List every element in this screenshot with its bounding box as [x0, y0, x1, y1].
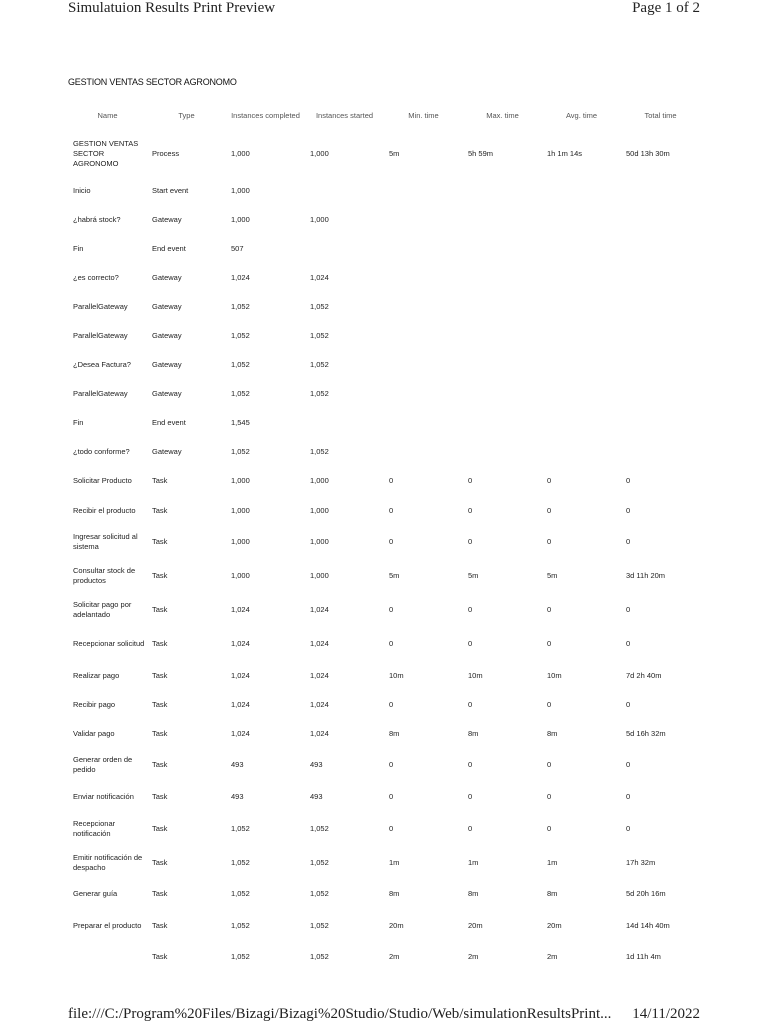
table-row	[68, 467, 700, 496]
table-cell: 1,052	[231, 331, 250, 341]
table-cell	[621, 438, 700, 467]
table-cell: Realizar pago	[73, 670, 120, 680]
table-cell	[542, 380, 621, 409]
table-cell	[384, 380, 463, 409]
table-cell: ¿todo conforme?	[73, 447, 130, 457]
table-cell: 0	[468, 699, 473, 709]
table-cell: 0	[626, 823, 631, 833]
table-cell: 1,000	[231, 214, 250, 224]
table-cell	[542, 321, 621, 350]
table-cell: 1,052	[231, 889, 250, 899]
table-cell: Fin	[73, 418, 84, 428]
table-cell: 20m	[389, 920, 404, 930]
table-cell: 0	[389, 791, 394, 801]
table-cell: Task	[152, 605, 168, 615]
table-cell: 0	[547, 639, 552, 649]
column-header: Instances started	[315, 110, 374, 120]
table-cell: Task	[152, 639, 168, 649]
column-header: Total time	[644, 110, 677, 120]
table-cell	[621, 176, 700, 205]
table-cell: 1,024	[310, 699, 329, 709]
table-cell: 1m	[468, 857, 479, 867]
table-cell	[68, 943, 147, 972]
table-cell: Recibir pago	[73, 699, 116, 709]
table-cell: ¿es correcto?	[73, 272, 119, 282]
table-cell	[463, 292, 542, 321]
table-cell: 1,024	[310, 605, 329, 615]
section-title: GESTION VENTAS SECTOR AGRONOMO	[68, 77, 237, 87]
table-row	[68, 812, 700, 846]
table-cell	[621, 351, 700, 380]
table-cell: 5m	[389, 571, 400, 581]
table-cell: Gateway	[152, 447, 182, 457]
table-cell: Task	[152, 823, 168, 833]
file-path: file:///C:/Program%20Files/Bizagi/Bizagi%20Studio/Studio/Web/simulationResultsPrint...	[68, 1006, 612, 1022]
table-cell: 0	[626, 791, 631, 801]
table-cell: Fin	[73, 243, 84, 253]
table-cell: 1,000	[310, 214, 329, 224]
table-cell	[384, 176, 463, 205]
table-cell	[621, 205, 700, 234]
table-cell: 1,052	[231, 360, 250, 370]
table-cell	[463, 380, 542, 409]
column-header: Type	[178, 110, 195, 120]
table-cell: 1,024	[231, 699, 250, 709]
table-cell: 1,052	[310, 920, 329, 930]
table-cell	[384, 351, 463, 380]
table-cell: 493	[310, 760, 323, 770]
table-cell: 1,024	[310, 670, 329, 680]
table-cell: 0	[468, 760, 473, 770]
table-cell: 7d 2h 40m	[626, 670, 662, 680]
table-cell: Task	[152, 952, 168, 962]
table-cell	[542, 409, 621, 438]
table-cell	[621, 409, 700, 438]
table-cell: 1,024	[231, 639, 250, 649]
table-cell: Preparar el producto	[73, 920, 142, 930]
table-cell: ParallelGateway	[73, 389, 128, 399]
table-cell: 0	[389, 699, 394, 709]
table-cell: Emitir notificación de despacho	[73, 852, 143, 872]
table-cell: 1,052	[310, 952, 329, 962]
table-cell: Gateway	[152, 331, 182, 341]
table-cell: 1,052	[231, 952, 250, 962]
table-cell: 1m	[389, 857, 400, 867]
table-row	[68, 909, 700, 943]
table-cell: 0	[468, 605, 473, 615]
table-cell: 1,000	[310, 537, 329, 547]
table-cell	[384, 438, 463, 467]
table-cell: 10m	[389, 670, 404, 680]
table-cell: 1,052	[231, 920, 250, 930]
table-cell: 493	[310, 791, 323, 801]
table-cell: Task	[152, 505, 168, 515]
table-row	[68, 880, 700, 909]
table-cell: 0	[626, 476, 631, 486]
table-row	[68, 593, 700, 627]
table-cell	[305, 409, 384, 438]
table-cell: 2m	[389, 952, 400, 962]
column-header: Avg. time	[565, 110, 598, 120]
table-cell: 10m	[547, 670, 562, 680]
print-date: 14/11/2022	[632, 1006, 700, 1022]
table-cell: 0	[547, 823, 552, 833]
table-cell: 1,052	[310, 360, 329, 370]
table-cell	[384, 321, 463, 350]
table-row	[68, 263, 700, 292]
table-cell: 1,052	[231, 823, 250, 833]
table-cell	[384, 234, 463, 263]
table-cell: 1,000	[231, 476, 250, 486]
column-header: Instances completed	[231, 110, 300, 120]
table-cell: End event	[152, 243, 186, 253]
table-cell: Recepcionar solicitud	[73, 639, 145, 649]
table-cell: Generar guía	[73, 889, 118, 899]
table-cell: Gateway	[152, 301, 182, 311]
table-row	[68, 351, 700, 380]
table-cell	[542, 438, 621, 467]
table-row	[68, 719, 700, 748]
table-cell: 1,052	[231, 389, 250, 399]
table-cell: 8m	[468, 728, 479, 738]
table-cell: 1,000	[231, 149, 250, 158]
table-cell: Task	[152, 476, 168, 486]
table-row	[68, 846, 700, 880]
table-cell: Task	[152, 791, 168, 801]
table-cell: 1d 11h 4m	[626, 952, 661, 962]
table-cell: 5d 16h 32m	[626, 728, 666, 738]
table-cell: Validar pago	[73, 728, 115, 738]
table-cell: 1,052	[231, 857, 250, 867]
table-cell: 1,000	[231, 505, 250, 515]
table-cell: 1,052	[310, 823, 329, 833]
table-cell: 493	[231, 760, 244, 770]
table-cell	[621, 234, 700, 263]
table-cell: 8m	[389, 728, 400, 738]
table-body	[68, 132, 700, 972]
table-cell: 1,000	[310, 476, 329, 486]
table-cell: 1,000	[310, 571, 329, 581]
table-cell	[621, 321, 700, 350]
table-row	[68, 132, 700, 176]
table-cell: 0	[547, 605, 552, 615]
table-cell: 1,024	[231, 605, 250, 615]
table-cell: 1,024	[231, 670, 250, 680]
table-cell: 0	[389, 823, 394, 833]
table-row	[68, 234, 700, 263]
table-cell: 1,052	[310, 301, 329, 311]
column-header: Name	[97, 110, 118, 120]
table-cell	[542, 234, 621, 263]
table-cell: 5m	[389, 149, 400, 158]
table-cell: 0	[389, 505, 394, 515]
table-cell: Recibir el producto	[73, 505, 136, 515]
table-cell: 507	[231, 243, 244, 253]
table-cell: Gateway	[152, 272, 182, 282]
table-cell: 0	[389, 605, 394, 615]
table-cell	[384, 205, 463, 234]
table-cell: Generar orden de pedido	[73, 755, 133, 775]
table-cell	[384, 292, 463, 321]
table-cell: Task	[152, 571, 168, 581]
table-cell: Start event	[152, 185, 189, 195]
table-cell	[463, 205, 542, 234]
table-row	[68, 176, 700, 205]
page-title: Simulatuion Results Print Preview	[68, 0, 276, 16]
table-cell: 0	[547, 505, 552, 515]
table-cell: 20m	[547, 920, 562, 930]
table-cell: 0	[626, 605, 631, 615]
table-cell: 20m	[468, 920, 483, 930]
table-cell: Consultar stock de productos	[73, 566, 136, 586]
table-cell: 1,052	[231, 447, 250, 457]
table-cell: Task	[152, 728, 168, 738]
table-row	[68, 690, 700, 719]
table-cell: 10m	[468, 670, 483, 680]
table-cell: 0	[468, 639, 473, 649]
table-cell	[463, 176, 542, 205]
table-cell: 17h 32m	[626, 857, 656, 867]
table-cell: Task	[152, 857, 168, 867]
table-row	[68, 661, 700, 690]
table-cell: Gateway	[152, 389, 182, 399]
table-cell	[384, 409, 463, 438]
table-cell: 0	[468, 476, 473, 486]
table-cell	[305, 176, 384, 205]
table-row	[68, 496, 700, 525]
table-cell: 0	[547, 699, 552, 709]
table-cell	[542, 292, 621, 321]
table-cell: 1,000	[231, 537, 250, 547]
table-cell: 0	[547, 760, 552, 770]
table-cell: 1,052	[231, 301, 250, 311]
table-cell: Task	[152, 699, 168, 709]
table-cell: Gateway	[152, 360, 182, 370]
column-header: Min. time	[408, 110, 439, 120]
table-cell: 5h 59m	[468, 149, 494, 158]
table-cell: End event	[152, 418, 186, 428]
table-cell: 14d 14h 40m	[626, 920, 670, 930]
table-cell: Task	[152, 537, 168, 547]
table-cell: Inicio	[73, 185, 91, 195]
table-cell	[305, 234, 384, 263]
table-cell: 1,024	[231, 272, 250, 282]
table-cell: GESTION VENTAS SECTOR AGRONOMO	[73, 139, 139, 168]
table-cell: Task	[152, 760, 168, 770]
table-cell: 0	[547, 791, 552, 801]
results-table	[68, 98, 700, 972]
table-cell	[463, 263, 542, 292]
table-cell: 8m	[547, 728, 558, 738]
table-cell: Task	[152, 889, 168, 899]
table-row	[68, 943, 700, 972]
table-cell: Recepcionar notificación	[73, 818, 116, 838]
table-cell	[542, 263, 621, 292]
table-row	[68, 627, 700, 661]
table-cell: 1h 1m 14s	[547, 149, 583, 158]
table-row	[68, 205, 700, 234]
table-cell: 0	[389, 476, 394, 486]
table-cell: 1m	[547, 857, 558, 867]
table-cell: 1,052	[310, 447, 329, 457]
table-row	[68, 748, 700, 782]
table-cell: 0	[626, 537, 631, 547]
page-number: Page 1 of 2	[632, 0, 700, 16]
table-cell: 1,024	[310, 272, 329, 282]
table-cell	[384, 263, 463, 292]
table-cell: 0	[468, 505, 473, 515]
table-cell: 0	[626, 699, 631, 709]
table-cell: 0	[468, 823, 473, 833]
table-cell	[463, 409, 542, 438]
table-cell	[463, 234, 542, 263]
table-cell: 0	[626, 639, 631, 649]
table-cell	[463, 351, 542, 380]
table-cell: ParallelGateway	[73, 331, 128, 341]
table-cell: 2m	[468, 952, 479, 962]
table-cell	[621, 380, 700, 409]
table-cell: 1,000	[231, 185, 250, 195]
table-cell	[463, 438, 542, 467]
table-cell: 8m	[547, 889, 558, 899]
table-cell	[463, 321, 542, 350]
table-cell	[542, 351, 621, 380]
table-cell: 8m	[468, 889, 479, 899]
table-header-row	[68, 98, 700, 132]
table-cell: ¿Desea Factura?	[73, 360, 131, 370]
table-cell: 0	[626, 505, 631, 515]
table-cell: 493	[231, 791, 244, 801]
table-cell: 3d 11h 20m	[626, 571, 666, 581]
table-cell: 0	[468, 791, 473, 801]
table-cell: 1,000	[231, 571, 250, 581]
table-cell: Gateway	[152, 214, 182, 224]
table-cell: 0	[389, 760, 394, 770]
table-cell: ¿habrá stock?	[73, 214, 121, 224]
table-row	[68, 782, 700, 811]
table-cell: 0	[389, 537, 394, 547]
table-cell: Solicitar pago por adelantado	[73, 600, 132, 620]
table-row	[68, 559, 700, 593]
table-cell	[621, 263, 700, 292]
table-cell: 5m	[547, 571, 558, 581]
table-cell: 2m	[547, 952, 558, 962]
table-cell: 1,052	[310, 331, 329, 341]
table-cell: Process	[152, 149, 180, 158]
table-row	[68, 438, 700, 467]
table-cell	[542, 205, 621, 234]
table-cell: Ingresar solicitud al sistema	[73, 532, 138, 552]
table-cell: 1,052	[310, 389, 329, 399]
table-cell: Task	[152, 920, 168, 930]
table-cell: 1,024	[310, 639, 329, 649]
table-cell: 5m	[468, 571, 479, 581]
table-cell: 0	[468, 537, 473, 547]
table-cell: 1,052	[310, 889, 329, 899]
table-cell: 0	[547, 537, 552, 547]
table-cell: 1,024	[310, 728, 329, 738]
table-cell: 1,024	[231, 728, 250, 738]
table-row	[68, 409, 700, 438]
table-cell: 5d 20h 16m	[626, 889, 666, 899]
table-cell: ParallelGateway	[73, 301, 128, 311]
table-cell: Task	[152, 670, 168, 680]
table-cell: 1,545	[231, 418, 250, 428]
table-cell: 0	[626, 760, 631, 770]
table-cell: 1,000	[310, 149, 329, 158]
table-cell: Solicitar Producto	[73, 476, 132, 486]
table-cell: 1,052	[310, 857, 329, 867]
table-cell: 8m	[389, 889, 400, 899]
table-cell	[542, 176, 621, 205]
table-row	[68, 321, 700, 350]
table-row	[68, 380, 700, 409]
table-cell: Enviar notificación	[73, 791, 134, 801]
table-cell: 0	[389, 639, 394, 649]
column-header: Max. time	[486, 110, 519, 120]
table-cell: 1,000	[310, 505, 329, 515]
table-cell: 50d 13h 30m	[626, 149, 670, 158]
table-cell	[621, 292, 700, 321]
table-cell: 0	[547, 476, 552, 486]
table-row	[68, 525, 700, 559]
print-header	[68, 0, 700, 24]
table-row	[68, 292, 700, 321]
